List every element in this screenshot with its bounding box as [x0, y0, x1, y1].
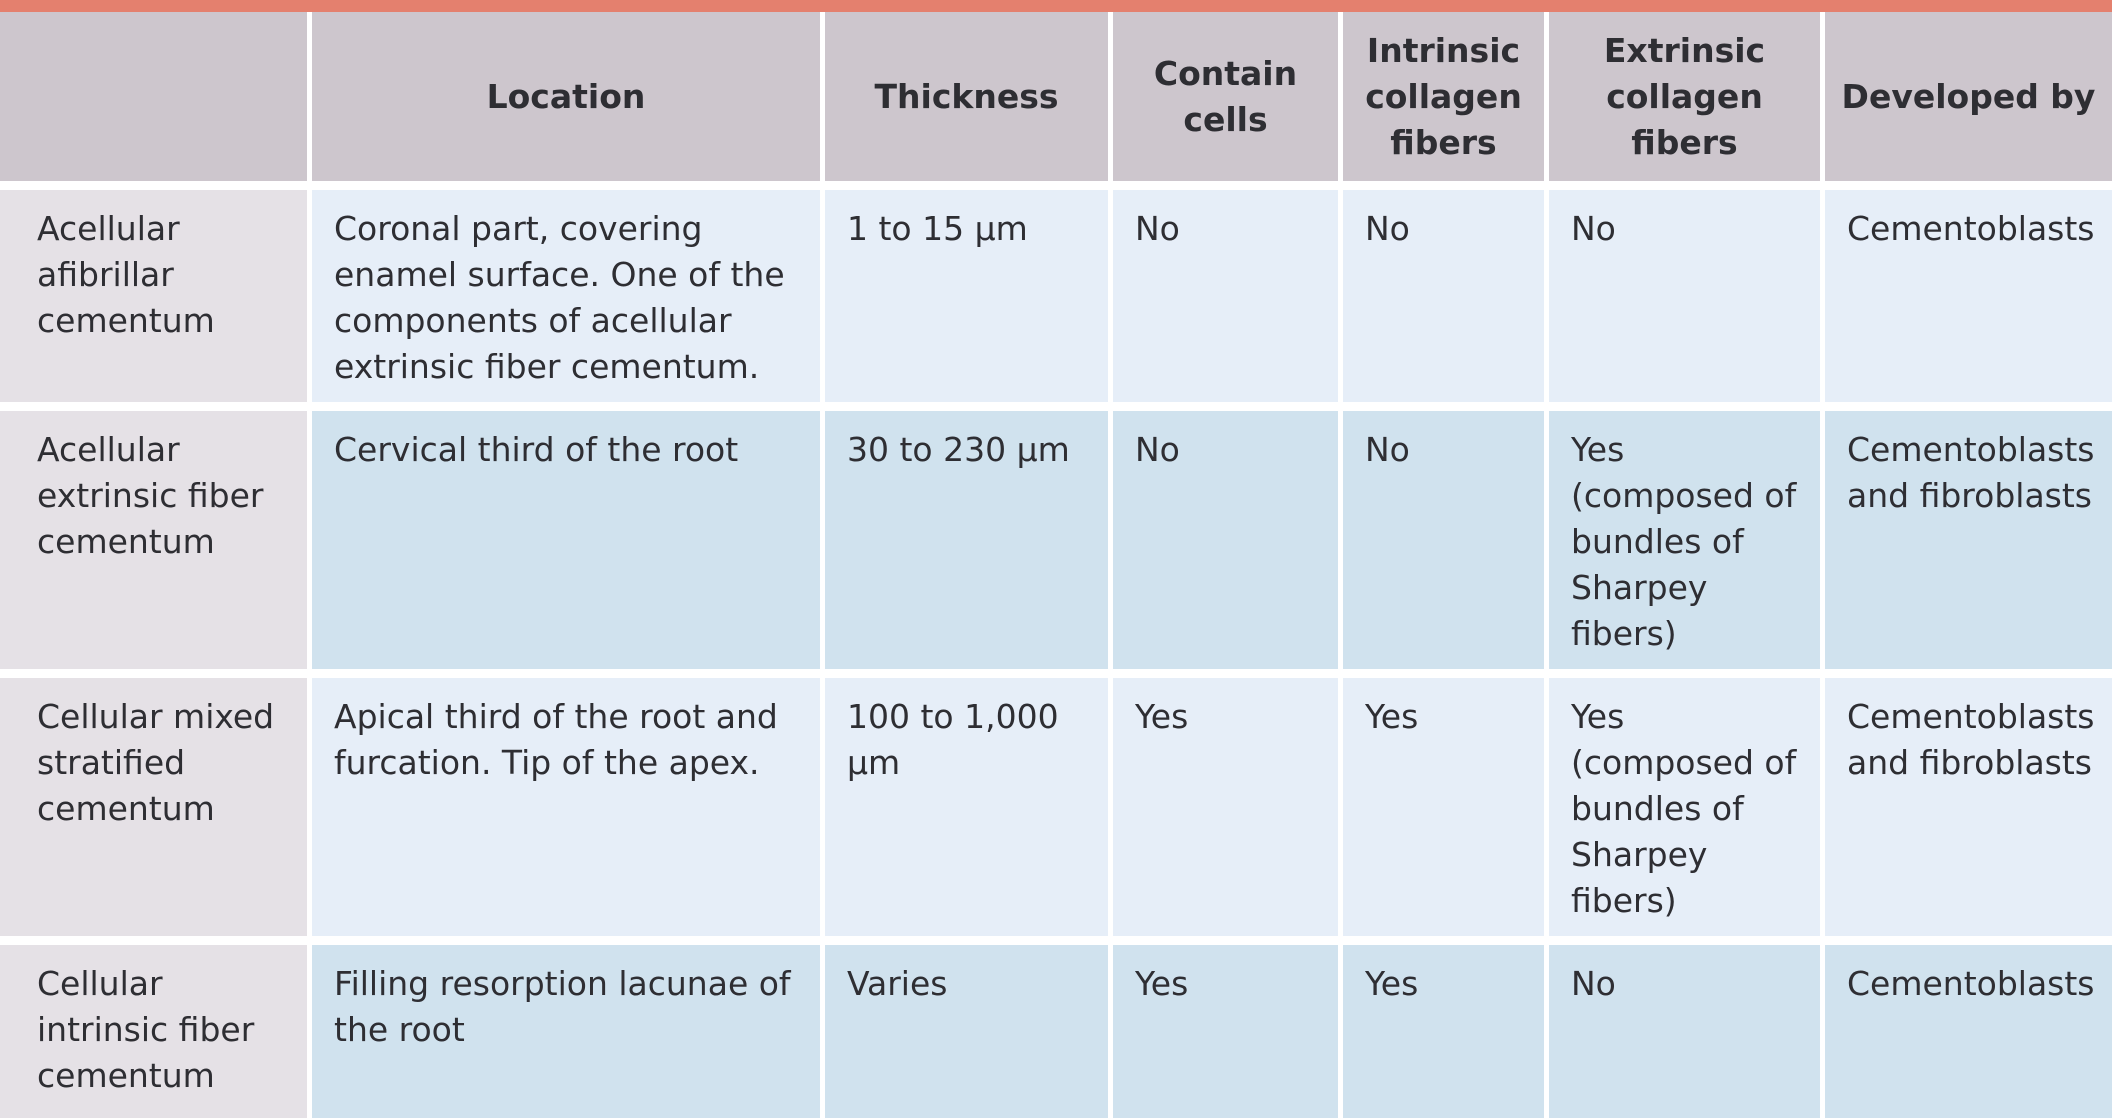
- header-location: Location: [312, 12, 825, 190]
- developed-by-cell: Cementoblasts and fibroblasts: [1825, 411, 2112, 678]
- cementum-types-table: [0, 12, 2112, 1118]
- location-cell: Cervical third of the root: [312, 411, 825, 678]
- header-contain-cells: Contain cells: [1113, 12, 1343, 190]
- location-cell: Apical third of the root and furcation. Tip of the apex.: [312, 678, 825, 945]
- header-intrinsic-collagen-fibers: Intrinsic collagen fibers: [1343, 12, 1549, 190]
- thickness-cell: Varies: [825, 945, 1113, 1118]
- header-developed-by: Developed by: [1825, 12, 2112, 190]
- row-label: Acellular afibrillar cementum: [0, 190, 312, 411]
- header-corner-cell: [0, 12, 312, 190]
- contain-cells-cell: Yes: [1113, 678, 1343, 945]
- extrinsic-fibers-cell: Yes (composed of bundles of Sharpey fibers): [1549, 678, 1825, 945]
- header-extrinsic-collagen-fibers: Extrinsic collagen fibers: [1549, 12, 1825, 190]
- table-row: [0, 411, 2112, 678]
- location-cell: Coronal part, covering enamel surface. One of the components of acellular extrinsic fiber cementum.: [312, 190, 825, 411]
- thickness-cell: 30 to 230 μm: [825, 411, 1113, 678]
- header-row: [0, 12, 2112, 190]
- contain-cells-cell: No: [1113, 411, 1343, 678]
- extrinsic-fibers-cell: Yes (composed of bundles of Sharpey fibers): [1549, 411, 1825, 678]
- developed-by-cell: Cementoblasts: [1825, 945, 2112, 1118]
- thickness-cell: 100 to 1,000 μm: [825, 678, 1113, 945]
- intrinsic-fibers-cell: No: [1343, 190, 1549, 411]
- developed-by-cell: Cementoblasts and fibroblasts: [1825, 678, 2112, 945]
- thickness-cell: 1 to 15 μm: [825, 190, 1113, 411]
- location-cell: Filling resorption lacunae of the root: [312, 945, 825, 1118]
- table-row: [0, 678, 2112, 945]
- extrinsic-fibers-cell: No: [1549, 190, 1825, 411]
- header-thickness: Thickness: [825, 12, 1113, 190]
- contain-cells-cell: No: [1113, 190, 1343, 411]
- intrinsic-fibers-cell: Yes: [1343, 678, 1549, 945]
- developed-by-cell: Cementoblasts: [1825, 190, 2112, 411]
- accent-top-bar: [0, 0, 2112, 12]
- table-row: [0, 945, 2112, 1118]
- row-label: Acellular extrinsic fiber cementum: [0, 411, 312, 678]
- contain-cells-cell: Yes: [1113, 945, 1343, 1118]
- intrinsic-fibers-cell: No: [1343, 411, 1549, 678]
- row-label: Cellular intrinsic fiber cementum: [0, 945, 312, 1118]
- extrinsic-fibers-cell: No: [1549, 945, 1825, 1118]
- table-row: [0, 190, 2112, 411]
- intrinsic-fibers-cell: Yes: [1343, 945, 1549, 1118]
- row-label: Cellular mixed stratified cementum: [0, 678, 312, 945]
